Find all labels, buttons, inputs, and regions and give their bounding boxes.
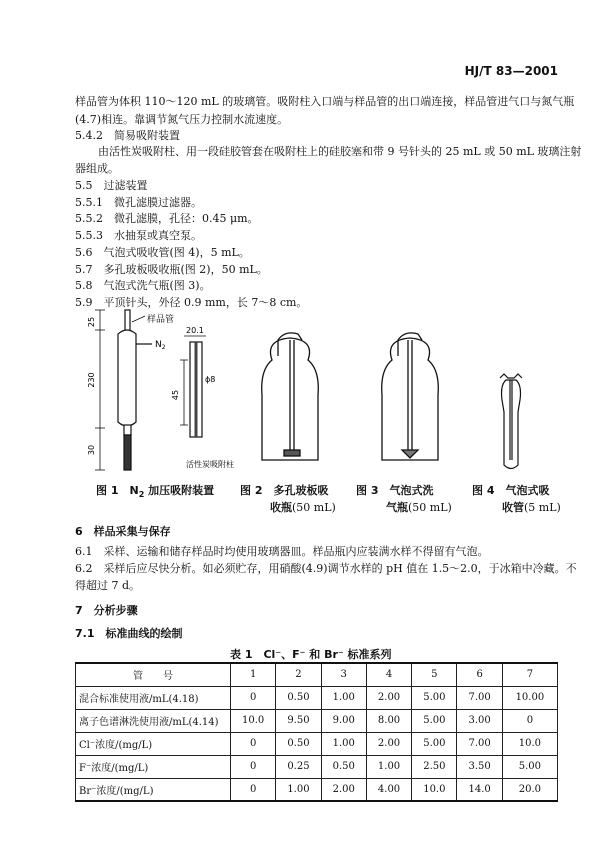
table-cell: 14.0 [457,778,502,801]
table-cell: 0.25 [276,755,321,778]
table-cell: 5.00 [502,755,557,778]
dim-phi8: ϕ8 [205,375,216,384]
section-7-1: 7.1 标准曲线的绘制 [75,627,183,640]
table-cell: 1.00 [321,686,366,709]
table-header-cell: 3 [321,663,366,686]
table-header-cell: 4 [366,663,411,686]
table-row [76,755,558,778]
table-header-cell: 6 [457,663,502,686]
table-cell: 0.50 [276,686,321,709]
table-cell: 4.00 [366,778,411,801]
table-header-cell: 1 [231,663,276,686]
table-header-row [76,663,558,686]
section-5-4-2: 5.4.2 简易吸附装置 [75,129,180,142]
row-label: F⁻浓度/(mg/L) [76,755,231,778]
table-cell: 3.00 [457,709,502,732]
section-5-6: 5.6 气泡式吸收管(图 4)，5 mL。 [75,246,250,259]
table-cell: 10.0 [231,709,276,732]
section-7-title: 7 分析步骤 [75,604,138,617]
table-cell: 8.00 [366,709,411,732]
table-cell: 0 [231,778,276,801]
caption-figure-3: 图 3 气泡式洗 气瓶(50 mL) [356,484,452,514]
table-cell: 2.00 [366,686,411,709]
section-5-5: 5.5 过滤装置 [75,179,148,192]
table-cell: 0.50 [321,755,366,778]
table-title: 表 1 Cl⁻、F⁻ 和 Br⁻ 标准系列 [230,648,392,661]
table-cell: 2.00 [366,732,411,755]
paragraph-simple-adsorber: 由活性炭吸附柱、用一段硅胶管套在吸附柱上的硅胶塞和带 9 号针头的 25 mL 或 50 mL 玻璃注射 [98,145,582,158]
figure-2-drawing [262,333,319,460]
table-cell: 10.00 [502,686,557,709]
section-5-5-2: 5.5.2 微孔滤膜，孔径：0.45 μm。 [75,212,259,225]
label-sample-tube: 样品管 [147,315,175,325]
row-label: 混合标准使用液/mL(4.18) [76,686,231,709]
table-cell: 5.00 [412,686,457,709]
table-row [76,778,558,801]
section-5-7: 5.7 多孔玻板吸收瓶(图 2)，50 mL。 [75,263,268,276]
table-cell: 7.00 [457,686,502,709]
paragraph-sample-tube: 样品管为体积 110～120 mL 的玻璃管。吸附柱入口端与样品管的出口端连接，样品管进气口与氮气瓶 [75,95,575,108]
label-n2: $N_2$ [155,340,166,351]
section-5-8: 5.8 气泡式洗气瓶(图 3)。 [75,279,211,292]
table-row [76,732,558,755]
label-carbon-column: 活性炭吸附柱 [186,460,234,469]
section-6-title: 6 样品采集与保存 [75,525,171,538]
table-header-cell: 2 [276,663,321,686]
table-cell: 0 [502,709,557,732]
table-cell: 5.00 [412,732,457,755]
table-cell: 2.00 [321,778,366,801]
figures-illustration [0,300,600,480]
figure-3-drawing [382,333,439,460]
standard-series-table [75,662,558,802]
table-cell: 9.00 [321,709,366,732]
table-cell: 10.0 [412,778,457,801]
section-6-1: 6.1 采样、运输和储存样品时均使用玻璃器皿。样品瓶内应装满水样不得留有气泡。 [75,545,489,558]
row-label: Cl⁻浓度/(mg/L) [76,732,231,755]
dim-30: 30 [87,444,96,456]
column-detail-drawing [180,336,206,437]
table-cell: 2.50 [412,755,457,778]
row-label: Br⁻浓度/(mg/L) [76,778,231,801]
table-cell: 0 [231,686,276,709]
dim-20-1: 20.1 [186,326,204,335]
table-cell: 9.50 [276,709,321,732]
figure-4-drawing [500,374,522,469]
table-cell: 0 [231,732,276,755]
section-6-2-cont: 得超过 7 d。 [75,579,141,592]
dim-230: 230 [87,372,96,388]
section-5-5-1: 5.5.1 微孔滤膜过滤器。 [75,196,202,209]
section-6-2: 6.2 采样后应尽快分析。如必须贮存，用硝酸(4.9)调节水样的 pH 值在 1.5～2.0，于冰箱中冷藏。不 [75,562,577,575]
table-cell: 7.00 [457,732,502,755]
table-header-label: 管 号 [76,663,231,686]
table-cell: 1.00 [366,755,411,778]
table-cell: 0 [231,755,276,778]
paragraph-sample-tube-cont: (4.7)相连。靠调节氮气压力控制水流速度。 [75,113,289,126]
table-cell: 1.00 [321,732,366,755]
section-5-5-3: 5.5.3 水抽泵或真空泵。 [75,229,202,242]
table-cell: 1.00 [276,778,321,801]
standard-id: HJ/T 83—2001 [464,64,558,78]
caption-figure-4: 图 4 气泡式吸 收管(5 mL) [472,484,561,514]
table-cell: 5.00 [412,709,457,732]
figure-1-drawing [95,310,152,470]
table-header-cell: 5 [412,663,457,686]
dim-25: 25 [87,316,96,328]
table-cell: 0.50 [276,732,321,755]
paragraph-simple-adsorber-cont: 器组成。 [75,162,119,175]
table-header-cell: 7 [502,663,557,686]
caption-figure-1: 图 1 $N_2$ 加压吸附装置 [96,484,215,500]
table-cell: 20.0 [502,778,557,801]
section-5-9: 5.9 平顶针头，外径 0.9 mm，长 7～8 cm。 [75,296,308,309]
caption-figure-2: 图 2 多孔玻板吸 收瓶(50 mL) [240,484,336,514]
table-row [76,686,558,709]
table-cell: 10.0 [502,732,557,755]
dim-45: 45 [171,389,180,401]
row-label: 离子色谱淋洗使用液/mL(4.14) [76,709,231,732]
table-row [76,709,558,732]
table-cell: 3.50 [457,755,502,778]
